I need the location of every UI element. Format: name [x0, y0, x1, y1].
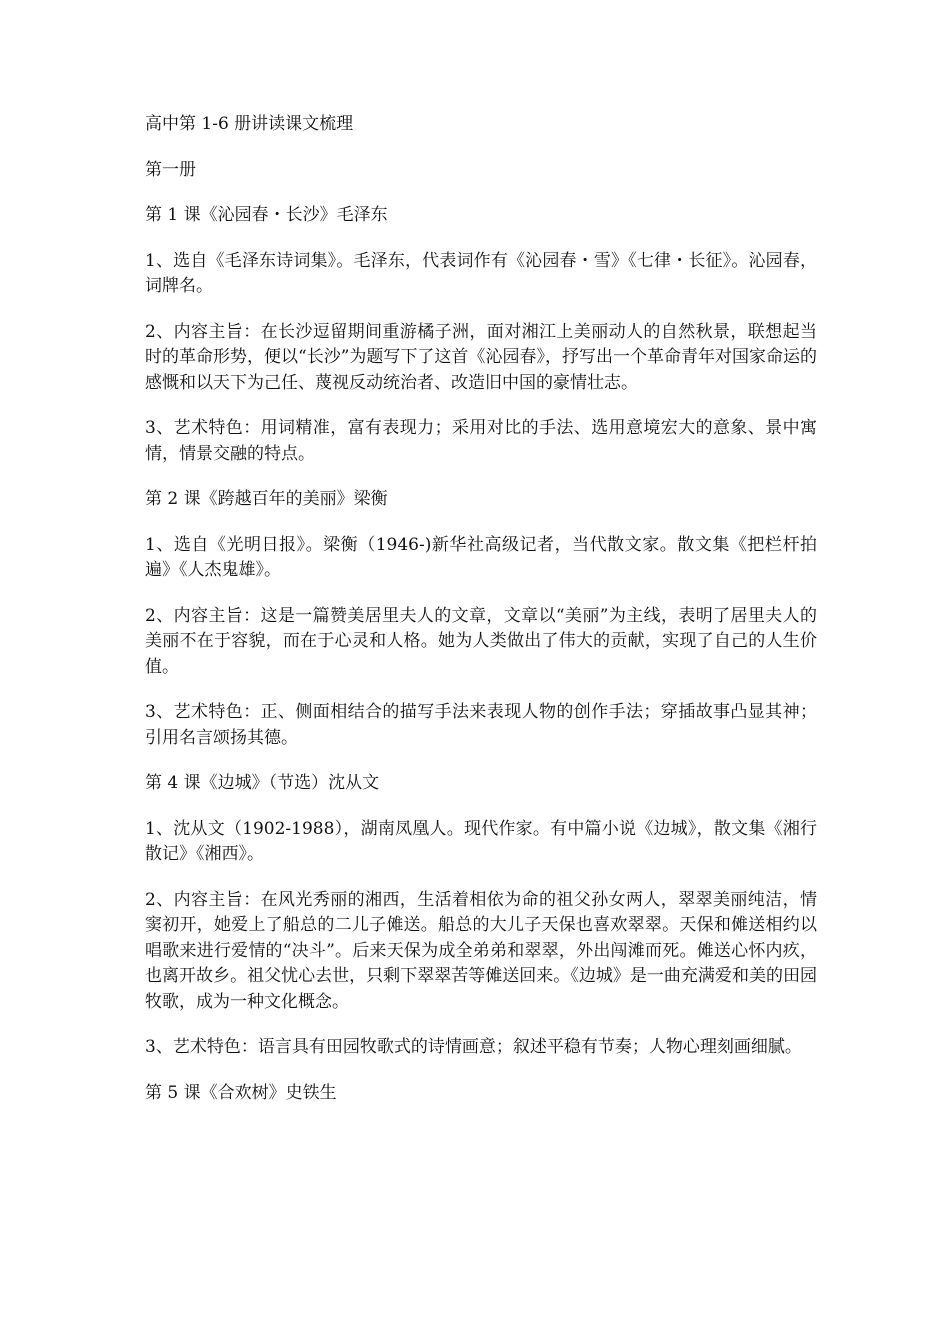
lesson-5-heading: 第 5 课《合欢树》史铁生 — [145, 1082, 337, 1103]
lesson-2-features: 3、艺术特色：正、侧面相结合的描写手法来表现人物的创作手法；穿插故事凸显其神；引用名言颂扬其德。 — [145, 702, 817, 748]
lesson-1-heading: 第 1 课《沁园春・长沙》毛泽东 — [145, 205, 388, 225]
document-body — [145, 112, 817, 1126]
volume-heading: 第一册 — [145, 159, 196, 180]
lesson-1-features: 3、艺术特色：用词精准，富有表现力；采用对比的手法、选用意境宏大的意象、景中寓情，情景交融的特点。 — [145, 418, 817, 464]
lesson-4-heading: 第 4 课《边城》（节选）沈从文 — [145, 773, 380, 793]
lesson-2-theme: 2、内容主旨：这是一篇赞美居里夫人的文章，文章以“美丽”为主线，表明了居里夫人的美丽不在于容貌，而在于心灵和人格。她为人类做出了伟大的贡献，实现了自己的人生价值。 — [145, 605, 817, 677]
document-title: 高中第 1-6 册讲读课文梳理 — [145, 114, 354, 134]
lesson-4-theme: 2、内容主旨：在风光秀丽的湘西，生活着相依为命的祖父孙女两人，翠翠美丽纯洁，情窦初开，她爱上了船总的二儿子傩送。船总的大儿子天保也喜欢翠翠。天保和傩送相约以唱歌来进行爱情的“决斗”。后来天保为成全弟弟和翠翠，外出闯滩而死。傩送心怀内疚，也离开故乡。祖父忧心去世，只剩下翠翠苦等傩送回来。《边城》是一曲充满爱和美的田园牧歌，成为一种文化概念。 — [145, 889, 817, 1012]
lesson-2-source: 1、选自《光明日报》。梁衡（1946-)新华社高级记者，当代散文家。散文集《把栏杆拍遍》《人杰鬼雄》。 — [145, 534, 817, 580]
lesson-1-source: 1、选自《毛泽东诗词集》。毛泽东，代表词作有《沁园春・雪》《七律・长征》。沁园春，词牌名。 — [145, 250, 817, 296]
lesson-4-features: 3、艺术特色：语言具有田园牧歌式的诗情画意；叙述平稳有节奏；人物心理刻画细腻。 — [145, 1037, 802, 1057]
lesson-2-heading: 第 2 课《跨越百年的美丽》梁衡 — [145, 489, 388, 509]
lesson-4-source: 1、沈从文（1902-1988），湖南凤凰人。现代作家。有中篇小说《边城》，散文集《湘行散记》《湘西》。 — [145, 818, 817, 864]
lesson-1-theme: 2、内容主旨：在长沙逗留期间重游橘子洲，面对湘江上美丽动人的自然秋景，联想起当时的革命形势，便以“长沙”为题写下了这首《沁园春》，抒写出一个革命青年对国家命运的感慨和以天下为己任、蔑视反动统治者、改造旧中国的豪情壮志。 — [145, 321, 817, 393]
